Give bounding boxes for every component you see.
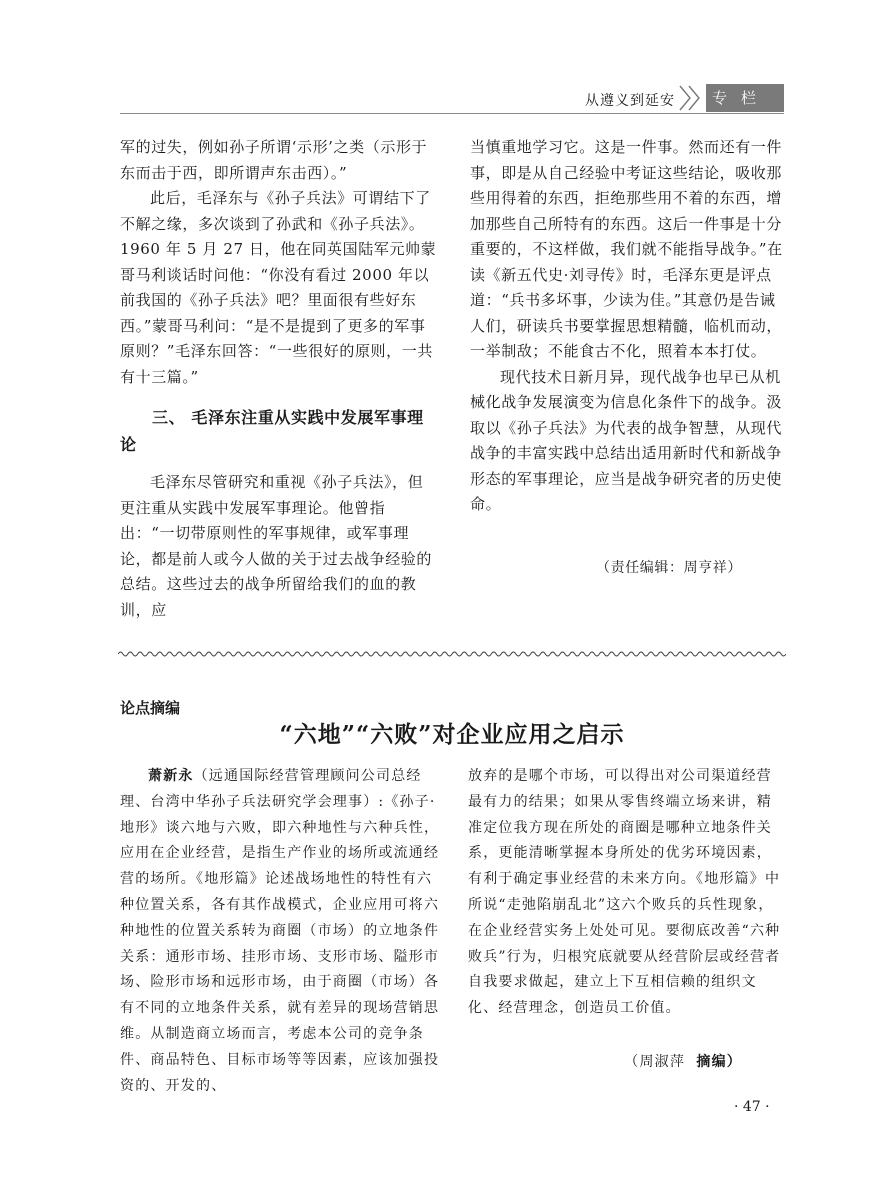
double-chevron-icon <box>676 84 708 112</box>
bottom-right-column <box>468 764 786 1076</box>
column-tab: 专栏 <box>706 84 784 112</box>
paragraph: 军的过失，例如孙子所谓‘示形’之类（示形于东而击于西，即所谓声东击西）。” <box>120 138 428 182</box>
compiler-name: （周淑萍 <box>624 1053 686 1070</box>
section-heading: 三、 毛泽东注重从实践中发展军事理论 <box>120 408 424 454</box>
paragraph: 当慎重地学习它。这是一件事。然而还有一件事，即是从自己经验中考证这些结论，吸收那些用得着的东西，拒绝那些用不着的东西，增加那些自己所特有的东西。这后一件事是十分重要的，不这样做，我们就不能指导战争。”在读《新五代史·刘寻传》时，毛泽东更是评点道：“兵书多坏事，少读为佳。”其意仍是告诫人们，研读兵书要掌握思想精髓，临机而动，一举制敌；不能食古不化，照着本本打仗。 <box>470 138 783 360</box>
compiler-note <box>468 1050 786 1076</box>
section-label: 论点摘编 <box>120 699 181 717</box>
paragraph: 放弃的是哪个市场，可以得出对公司渠道经营最有力的结果；如果从零售终端立场来讲，精准定位我方现在所处的商圈是哪种立地条件关系，更能清晰掌握本身所处的优劣环境因素，有利于确定事业经营的未来方向。《地形篇》中所说“走弛陷崩乱北”这六个败兵的兵性现象，在企业经营实务上处处可见。要彻底改善“六种败兵”行为，归根究底就要从经营阶层或经营者自我要求做起，建立上下互相信赖的组织文化、经营理念，创造员工价值。 <box>468 768 781 1017</box>
paragraph: 毛泽东尽管研究和重视《孙子兵法》，但更注重从实践中发展军事理论。他曾指出：“一切带原则性的军事规律，或军事理论，都是前人或今人做的关于过去战争经验的总结。这些过去的战争所留给我们的血的教训，应 <box>120 473 433 619</box>
editor-note: （责任编辑：周亨祥） <box>596 559 742 576</box>
paragraph: 此后，毛泽东与《孙子兵法》可谓结下了不解之缘，多次谈到了孙武和《孙子兵法》。1960 年 5 月 27 日，他在同英国陆军元帅蒙哥马利谈话时问他：“你没有看过 2000 年以前我国的《孙子兵法》吧？里面很有些好东西。”蒙哥马利问：“是不是提到了更多的军事原则？”毛泽东回答：“一些很好的原则，一共有十三篇。” <box>120 189 437 386</box>
bottom-left-column <box>120 764 440 1099</box>
article-title: “六地”“六败”对企业应用之启示 <box>279 721 625 748</box>
paragraph <box>120 764 440 1099</box>
top-left-column <box>120 135 438 623</box>
header-rule <box>120 113 784 114</box>
author-name: 萧新永 <box>148 768 194 784</box>
top-right-column <box>470 135 784 581</box>
wave-divider <box>118 644 786 654</box>
paragraph-text: （远通国际经营管理顾问公司总经理、台湾中华孙子兵法研究学会理事）:《孙子·地形》谈六地与六败，即六种地性与六种兵性，应用在企业经营，是指生产作业的场所或流通经营的场所。《地形篇》论述战场地性的特性有六种位置关系，各有其作战模式，企业应用可将六种地性的位置关系转为商圈（市场）的立地条件关系：通形市场、挂形市场、支形市场、隘形市场、险形市场和远形市场，由于商圈（市场）各有不同的立地条件关系，就有差异的现场营销思维。从制造商立场而言，考虑本公司的竞争条件、商品特色、目标市场等等因素，应该加强投资的、开发的、 <box>120 768 440 1094</box>
page-number: · 47 · <box>734 1099 770 1115</box>
compiler-role: 摘编） <box>696 1053 742 1070</box>
column-title: 从遵义到延安 <box>585 93 675 109</box>
paragraph: 现代技术日新月异，现代战争也早已从机械化战争发展演变为信息化条件下的战争。汲取以《孙子兵法》为代表的战争智慧，从现代战争的丰富实践中总结出适用新时代和新战争形态的军事理论，应当是战争研究者的历史使命。 <box>470 367 783 513</box>
